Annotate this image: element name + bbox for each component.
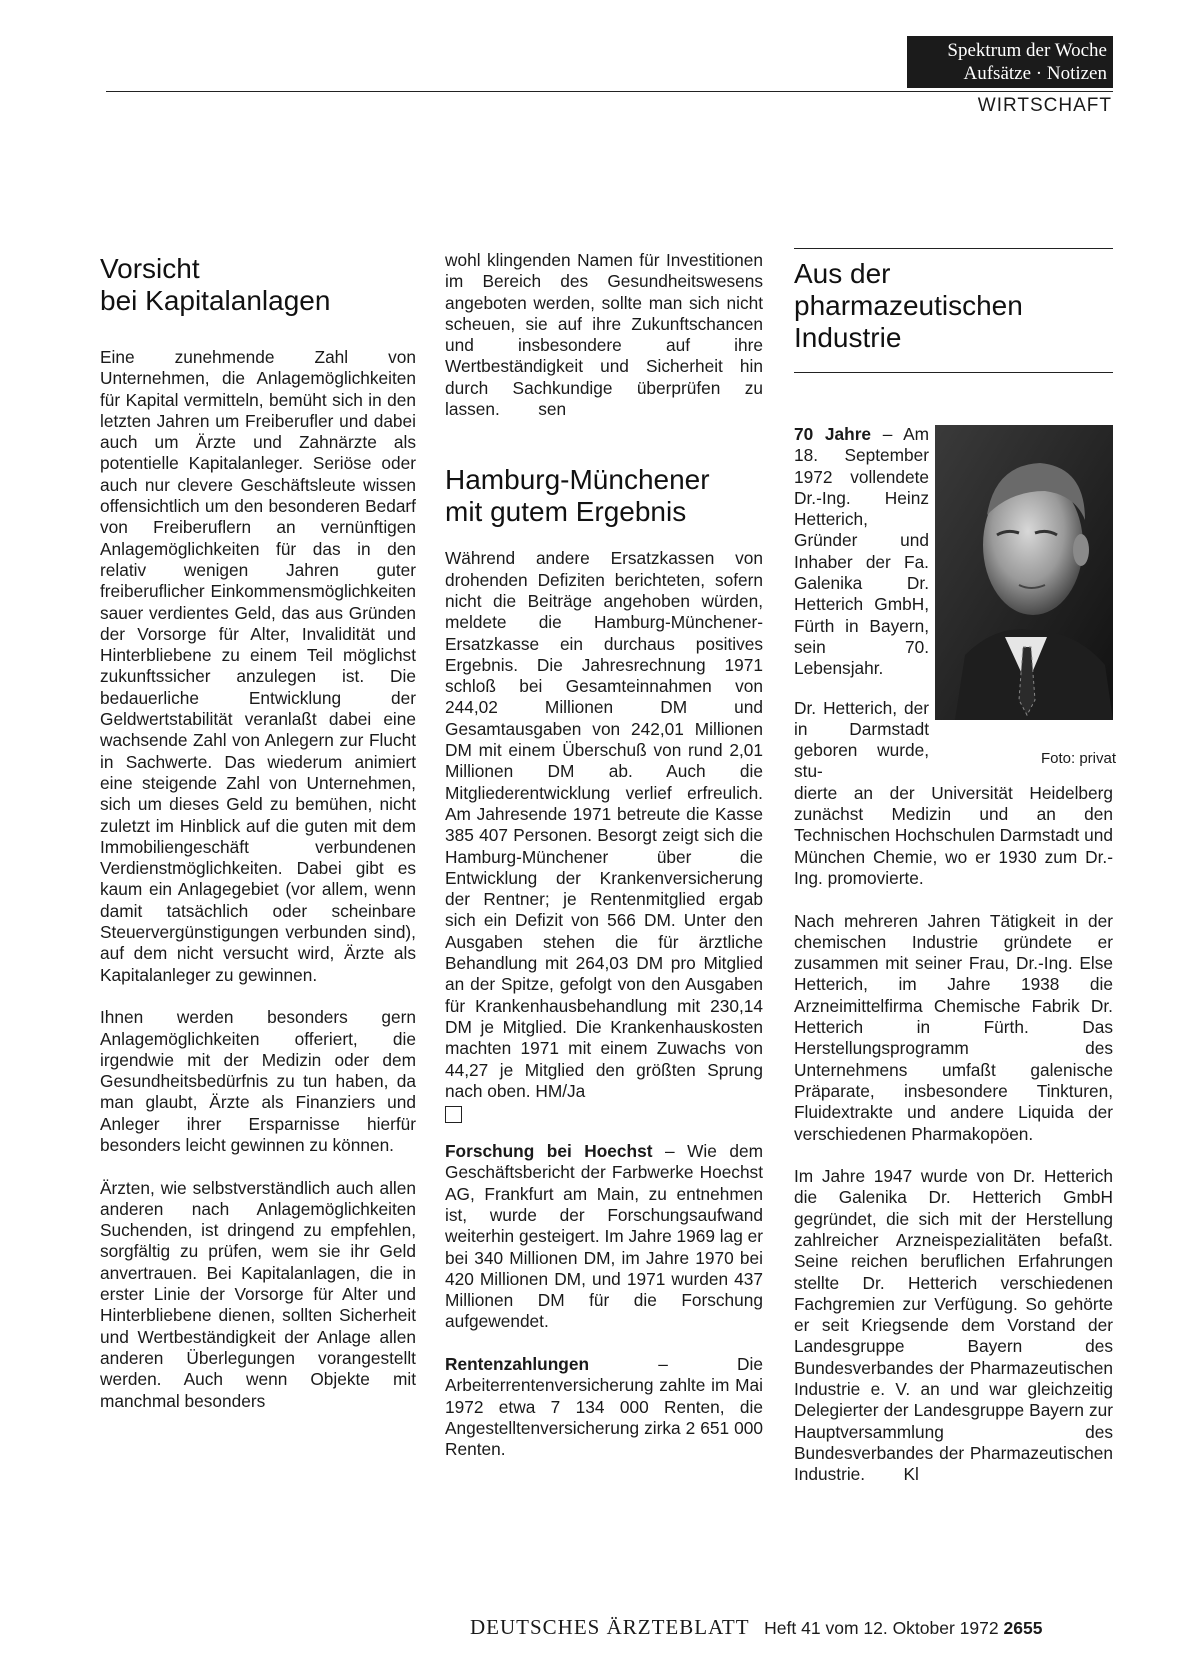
column-2 [445,250,763,1461]
article-2-title: Hamburg-Münchener mit gutem Ergebnis [445,464,710,528]
article-3-signature: Kl [903,1464,919,1485]
photo-caption: Foto: privat [1040,750,1116,767]
page-number: 2655 [1003,1618,1043,1638]
column-3 [794,258,1113,354]
column-1 [100,253,416,1412]
article-3-paragraph-2-rest: dierte an der Universität Heidelberg zunächst Medizin und an den Technischen Hochschulen Darmstadt und München Chemie, wo er 1930 zum Dr.-Ing. promovierte. [794,782,1113,888]
note-hoechst-lead: Forschung bei Hoechst [445,1141,653,1162]
article-1-paragraph-3: Ärzten, wie selbstverständlich auch allen anderen nach Anlagemöglichkeiten Suchenden, ist dringend zu empfehlen, sorgfältig zu prüfen, wem sie ihr Geld anvertrauen. Bei Kapitalanlagen, die in erster Linie der Vorsorge für Alter und Hinterbliebene dienen, sollten Sicherheit und Wertbeständigkeit der Anlage allen anderen Überlegungen vorangestellt werden. Auch wenn Objekte mit manchmal besonders [100,1177,416,1411]
page-footer [470,1615,1042,1640]
footer-masthead: DEUTSCHES ÄRZTEBLATT [470,1615,750,1639]
badge-line-2: Aufsätze · Notizen [963,63,1107,84]
note-renten: Rentenzahlungen – Die Arbeiterrentenversicherung zahlte im Mai 1972 etwa 7 134 000 Renten, die Angestelltenversicherung zirka 2 651 000 Renten. [445,1354,763,1460]
article-1-paragraph-4: wohl klingenden Namen für Investitionen im Bereich des Gesundheitswesens angeboten werden, sollte man sich nicht scheuen, sie auf ihre Zukunftschancen und insbesondere auf ihre Wertbeständigkeit und Sicherheit hin durch Sachkundige überprüfen zu lassen. sen [445,250,763,420]
section-label: WIRTSCHAFT [977,95,1112,116]
article-1-signature: sen [538,399,567,420]
header-rule [106,91,1113,92]
footer-issue: Heft 41 vom 12. Oktober 1972 [764,1618,999,1638]
section-badge [907,36,1113,88]
end-of-article-square [445,1106,462,1123]
article-3-paragraph-1: 70 Jahre – Am 18. September 1972 vollendete Dr.-Ing. Heinz Hetterich, Gründer und Inhaber der Fa. Galenika Dr. Hetterich GmbH, Fürth in Bayern, sein 70. Lebensjahr. [794,424,929,679]
article-1-paragraph-1: Eine zunehmende Zahl von Unternehmen, die Anlagemöglichkeiten für Kapital vermitteln, bemüht sich in den letzten Jahren um Freiberufler und dabei auch um Ärzte und Zahnärzte als potentielle Kapitalanleger. Seriöse oder auch nur clevere Geschäftsleute wissen offensichtlich um den besonderen Bedarf von Freiberuflern an vernünftigen Anlagemöglichkeiten für das in den relativ wenigen Jahren guter freiberuflicher Einkommensmöglichkeiten sauer verdientes Geld, das aus Gründen der Vorsorge für Alter, Invalidität und Hinterbliebene zu einem Teil möglichst zukunftssicher anzulegen ist. Die bedauerliche Entwicklung der Geldwertstabilität veranlaßt dabei eine wachsende Zahl von Anlegern zur Flucht in Sachwerte. Das wiederum animiert eine steigende Zahl von Unternehmen, sich um dieses Geld zu bemühen, nicht zuletzt im Hinblick auf die guten mit dem Immobiliengeschäft verbundenen Verdienstmöglichkeiten. Dabei gibt es kaum ein Anlagegebiet (vor allem, wenn damit tatsächlich oder scheinbare Steuervergünstigungen verbunden sind), auf dem nicht versucht wird, Ärzte als Kapitalanleger zu gewinnen. [100,347,416,985]
article-3-paragraph-4: Im Jahre 1947 wurde von Dr. Hetterich die Galenika Dr. Hetterich GmbH gegründet, die sich mit der Herstellung zahlreicher Arzneispezialitäten befaßt. Seine reichen beruflichen Erfahrungen stellte Dr. Hetterich verschiedenen Fachgremien zur Verfügung. So gehörte er seit Kriegsende dem Vorstand der Landesgruppe Bayern des Bundesverbandes der Pharmazeutischen Industrie e. V. an und war gleichzeitig Delegierter der Landesgruppe Bayern zur Hauptversammlung des Bundesverbandes der Pharmazeutischen Industrie. Kl [794,1166,1113,1485]
article-1-title: Vorsicht bei Kapitalanlagen [100,253,331,316]
portrait-image [935,425,1113,720]
portrait-photo [935,425,1113,720]
article-2-paragraph-1: Während andere Ersatzkassen von drohenden Defiziten berichteten, sofern nicht die Beiträge angehoben würden, meldete die Hamburg-Münchener-Ersatzkasse ein durchaus positives Ergebnis. Die Jahresrechnung 1971 schloß bei Gesamteinnahmen von 244,02 Millionen DM und Gesamtausgaben von 242,01 Millionen DM mit einem Überschuß von rund 2,01 Millionen DM ab. Auch die Mitgliederentwicklung verlief erfreulich. Am Jahresende 1971 betreute die Kasse 385 407 Personen. Besorgt zeigt sich die Hamburg-Münchener über die Entwicklung der Krankenversicherung der Rentner; je Rentenmitglied ergab sich ein Defizit von 566 DM. Unter den Ausgaben stehen die für ärztliche Behandlung mit 264,03 DM pro Mitglied an der Spitze, gefolgt von den Ausgaben für Krankenhausbehandlung mit 230,14 DM je Mitglied. Die Krankenhauskosten machten 1971 mit einem Zuwachs von 44,27 je Mitglied den größten Sprung nach oben. HM/Ja [445,548,763,1101]
article-3-paragraph-2-start: Dr. Hetterich, der in Darmstadt geboren wurde, stu- [794,697,929,782]
note-hoechst: Forschung bei Hoechst – Wie dem Geschäftsbericht der Farbwerke Hoechst AG, Frankfurt am Main, zu entnehmen ist, wurde der Forschungsaufwand weiterhin gesteigert. Im Jahre 1969 lag er bei 340 Millionen DM, im Jahre 1970 bei 420 Millionen DM, und 1971 wurden 437 Millionen DM für die Forschung aufgewendet. [445,1141,763,1332]
article-2-signature: HM/Ja [535,1080,586,1101]
article-3-paragraph-3: Nach mehreren Jahren Tätigkeit in der chemischen Industrie gründete er zusammen mit seiner Frau, Dr.-Ing. Else Hetterich, im Jahre 1938 die Arzneimittelfirma Chemische Fabrik Dr. Hetterich in Fürth. Das Herstellungsprogramm des Unternehmens umfaßt galenische Präparate, insbesondere Tinkturen, Fluidextrakte und andere Liquida der verschiedenen Pharmakopöen. [794,910,1113,1144]
article-3-lead: 70 Jahre [794,424,872,444]
article-3-title-rule [794,372,1113,373]
article-3-title: Aus der pharmazeutischen Industrie [794,258,1023,353]
note-renten-lead: Rentenzahlungen [445,1354,590,1375]
badge-line-1: Spektrum der Woche [947,40,1107,61]
article-1-paragraph-2: Ihnen werden besonders gern Anlagemöglichkeiten offeriert, die irgendwie mit der Medizin oder dem Gesundheitsbedürfnis zu tun haben, da man glaubt, Ärzte als Finanziers und Anleger ihrer Ersparnisse hierfür besonders leicht gewinnen zu können. [100,1007,416,1155]
article-3-top-rule [794,248,1113,249]
